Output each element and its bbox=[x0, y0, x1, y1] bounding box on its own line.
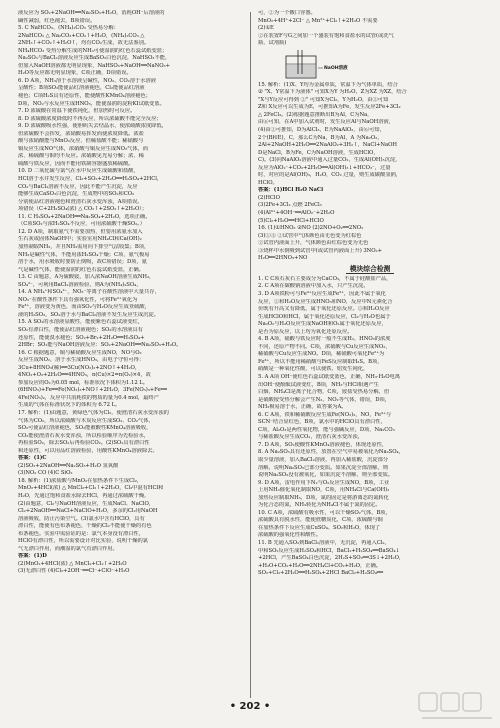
text-line: 生石灰或固体NaOH中；实验室用NH₄Cl和Ca(OH)₂ bbox=[18, 236, 142, 243]
text-line: 在加热条件下反应生成CuSO₄、SO₂和H₂O，体现了 bbox=[258, 524, 381, 531]
text-line: MnO₂+4H⁺+2Cl⁻ △ Mn²⁺+Cl₂↑+2H₂O 不需要 bbox=[258, 17, 378, 24]
text-line: (6HNO₃)+Fe══Fe(NO₃)₃+NO↑+2H₂O，3Fe(NO₃)₃+Fe══ bbox=[18, 387, 167, 394]
text-line: 10. D 二氧化硫与氯气在水中反应生成硫酸和盐酸， bbox=[18, 168, 139, 175]
text-line: HClO。 bbox=[258, 179, 278, 186]
text-line: 还原性，能使溴水褪色；SO₂+Br₂+2H₂O══H₂SO₄+ bbox=[18, 334, 145, 341]
text-line: 硝酸是一种氧化性酸，可以使铁、铝发生钝化， bbox=[258, 366, 369, 373]
text-line: NH₃极易溶于水，正确，故答案为A。 bbox=[258, 404, 347, 411]
text-line: 14. A NH₄⁺和SO₄²⁻，NO₃⁻等离子在酸性溶液中大量共存， bbox=[18, 289, 160, 296]
text-line: 答案：(1)C bbox=[18, 455, 47, 462]
text-line: "X与Y反应可得到 ②" 可知X为Cl₂，Y为H₂O，由⑤可知 bbox=[258, 96, 389, 103]
text-line: HClO有漂白性，所以需要设计对比实验，说明干燥的氯 bbox=[18, 538, 148, 545]
column-divider bbox=[250, 12, 251, 698]
text-line: 中和SO₂反应生成H₂SO₄和HCl，BaCl₂+H₂SO₄══BaSO₄↓ bbox=[258, 547, 400, 554]
text-line: 能够生成CaSO₃白色沉淀，生成物中的SO₂和CO₂ bbox=[18, 191, 135, 198]
text-line: 液的H₂SO₃，SO₂溶于水与BaCl₂溶液不发生反应生成沉淀。 bbox=[18, 311, 159, 318]
text-line: 加热制取NH₃，并且NH₃需用向下排空气法收集；B项， bbox=[18, 243, 150, 250]
text-line: 18. 解析：(1)浓盐酸与MnO₂在加热条件下生成Cl₂， bbox=[18, 477, 143, 484]
text-line: 白烟，NH₄Cl是离子化合物，C项，铵盐受热易分解，但 bbox=[258, 389, 390, 396]
text-line: C项，Al₂O₃是两性氧化物，能与强碱反应，D项，Na₂CO₃ bbox=[258, 426, 395, 433]
right-column bbox=[258, 10, 482, 700]
text-line: SCN⁻结合显红色，B项，氯水中的HClO具有漂白性， bbox=[258, 419, 386, 426]
text-line: 说明Na₂SO₃没有被氧化，如果沉淀不溶解，则全部变质。 bbox=[258, 472, 394, 479]
text-line: CO₂能使澄清石灰水变浑浊，所以检验顺序为先检验水， bbox=[18, 432, 150, 439]
text-line: 16. C 根据题意，铜与稀硝酸反应生成NO，NO与O₂ bbox=[18, 349, 142, 356]
text-line: 和还原性，可以用品红溶液检验，用酸性KMnO₄溶液除去。 bbox=[18, 447, 158, 454]
text-line: MnO₂+4HCl(浓) △ MnCl₂+Cl₂↑+2H₂O，Cl₂中混有HCl和 bbox=[18, 485, 164, 492]
text-line: 11. C H₂SO₄+2NaOH══Na₂SO₄+2H₂O，选项正确。 bbox=[18, 213, 151, 220]
gas-absorption-apparatus-diagram bbox=[284, 50, 482, 80]
text-line: 9. D 浓硫酸吸水性强，使胆矾失去结晶水，使浓硫酸浓度降低， bbox=[18, 123, 167, 130]
text-line: ②在装置F与G之间加一个盛装有饱和食盐水的试管(或洗气 bbox=[258, 32, 394, 39]
text-line: CO₂与BaCl₂溶液不反应，因此不能产生沉淀，反应 bbox=[18, 183, 138, 190]
text-line: 4NO₂+O₂+2H₂O══4HNO₃，n(Cu)×2=n(O₂)×4，故 bbox=[18, 372, 151, 379]
text-line: Z和 X反应可以生成为E，可推知A为Fe，发生反应2Fe+3Cl₂ bbox=[258, 104, 401, 111]
text-line: 气无漂白作用，而潮湿的氯气有漂白作用。 bbox=[18, 545, 118, 552]
text-line: 铜反应生成NO气体，浓硝酸与铜反应生成NO₂气体，而 bbox=[18, 145, 149, 152]
text-line: 时，对应的是Al(OH)₃，H₂O，CO₂ 过量，则生成碳酸氢钠， bbox=[258, 172, 402, 179]
text-line: D是NaCl，B为Fe，C为NaOH溶液，生成HClO， bbox=[258, 149, 379, 156]
text-line: 6. D A项，NH₃溶于水溶液呈碱性，NO₂、CO₂溶于水溶液 bbox=[18, 77, 156, 84]
right-column-bottom-text bbox=[258, 276, 482, 578]
text-line: (2)①E bbox=[258, 25, 274, 32]
text-line: ② "X、Y常温下为液体" 可知X为Y 为H₂O，Z为XZ 为XZ，结合 bbox=[258, 89, 407, 96]
text-line: (4)由②可推知，D为AlCl₃，E为NaAlO₂，由⑥可知， bbox=[258, 127, 385, 134]
apparatus-label: NaOH溶液 bbox=[324, 65, 348, 71]
text-line: 3. D A项铁粉可与Fe³⁺反应生成Fe²⁺，因此不属于氧化 bbox=[258, 290, 386, 297]
text-line: 2NH₃↑+CO₂↑+H₂O↑，均有CO₂生成，故无法鉴别。 bbox=[18, 40, 150, 47]
text-line: H₂O，先通过饱和食盐水除去HCl，再通过浓硫酸干燥， bbox=[18, 493, 150, 499]
text-line: 15. A SO₂的水溶液显酸性，能使紫色石蕊试液变红， bbox=[18, 319, 143, 326]
text-line: 项错误（C+2H₂SO₄(浓) △ CO₂↑+2SO₂↑+2H₂O）； bbox=[18, 206, 148, 213]
text-line: 浓、稀硫酸与铜均不反应。浓硝酸见光易分解；浓、稀 bbox=[18, 153, 144, 160]
text-line: (4)Al³⁺+4OH⁻══AlO₂⁻+2H₂O bbox=[258, 210, 335, 217]
watermark-logo-icon bbox=[418, 690, 496, 724]
text-line: （C项SO₂与浓H₂SO₄不反应，可用浓硫酸干燥SO₂。） bbox=[18, 221, 146, 228]
text-line: 褪色；C项H₂S具有还原性，能使酸性KMnO₄溶液褪色； bbox=[18, 93, 151, 100]
text-line: 浓硫酸的强氧化性和酸性。 bbox=[258, 532, 321, 539]
text-line: 8. D 浓硫酸浓度降低时不再反应，所以浓硫酸不能完全反应； bbox=[18, 115, 162, 122]
text-line: 生成HClO和HCl，属于氧化还原反应，Cl₂与H₂O也属于 bbox=[258, 313, 391, 320]
text-line: 6. C A项，铁和稀硝酸反应生成Fe(NO₃)₃，NO，Fe³⁺与 bbox=[258, 411, 392, 418]
right-column-top-text bbox=[258, 10, 482, 48]
text-line: 是硝酸铵受热分解会产生N₂、NO₂等气体，错误，D项， bbox=[258, 396, 390, 403]
section-title-text: 模块综合检测 bbox=[346, 265, 394, 274]
text-line: 出OH⁻使酚酞试液变红，B项，NH₃与HCl相遇产生 bbox=[258, 381, 379, 388]
text-line: 但加入NaOH溶液都无明显现象，NaHSO₃+NaOH══NaNO₃+ bbox=[18, 62, 170, 69]
text-line: 碱性减弱，红色褪去，B项错误。 bbox=[18, 17, 96, 24]
text-line: 5. A A项 OH⁻使红色石蕊试纸变蓝色，正确，NH₃·H₂O电离 bbox=[258, 373, 401, 380]
text-line: △ 2FeCl₃。(2)根据题意推断出B为Al，C为Na， bbox=[258, 111, 373, 118]
page-number: • 202 • bbox=[229, 701, 271, 712]
text-line: 分别使品红溶液褪色和澄清石灰水变浑浊，A项错误。 bbox=[18, 198, 143, 205]
text-line: 是否为原反应，以上均为氧化还原反应。 bbox=[258, 328, 353, 335]
text-line: 液反应为 SO₂+2NaOH══Na₂SO₃+H₂O，消耗OH⁻后溶液的 bbox=[18, 10, 165, 16]
text-line: 稀硝酸与Cu反应生成NO。D项，稀硝酸可氧化Fe²⁺为 bbox=[258, 351, 385, 358]
text-line: +2HCl，产生BaSO₄白色沉淀，2H₂S+SO₂══3S↓+2H₂O， bbox=[258, 555, 405, 562]
text-line: (2)由题意，Cl₂与NaOH溶液反应，生成NaCl、NaClO， bbox=[18, 500, 155, 507]
text-line: Fe³⁺，溶液变为黄色，而由SO₂与H₂O反应生成亚硫酸， bbox=[18, 304, 150, 311]
text-line: ③烧杯中水倒吸到试管中(或试管内液面上升) 3NO₂+ bbox=[258, 247, 383, 254]
text-line: 2个(B和E)，C，那么C为Na，B为Al，A 为Na₂O₂， bbox=[258, 134, 383, 141]
text-line: (2)MnO₂+4HCl(浓) △ MnCl₂+Cl₂↑+2H₂O bbox=[18, 560, 127, 567]
right-column-middle-text bbox=[258, 82, 482, 263]
text-line: 10. C A项，浓硫酸有吸水性，可以干燥SO₂气体，B项， bbox=[258, 509, 391, 516]
text-line: 参加反应的O₂为0.05 mol，标准状况下体积为1.12 L。 bbox=[18, 379, 148, 386]
text-line: 4Fe(NO₃)₂，反应中共消耗铁的物质的量为0.4 mol，最终产 bbox=[18, 394, 159, 401]
text-line: 由⑥可知，在A中加入试剂时，发生反应Al与NaOH溶液， bbox=[258, 119, 394, 126]
text-line: HCl溶于水并发生反应，Cl₂+SO₂+2H₂O══H₂SO₄+2HCl， bbox=[18, 176, 163, 183]
text-line: 价既有升高又有降低，属于氧化还原反应。⑤和H₂O反应 bbox=[258, 306, 390, 313]
text-line: (5)Cl₂+H₂O══HCl+HClO bbox=[258, 217, 324, 224]
text-line: (3)NO₂ CO (4)C SiO₂ bbox=[18, 470, 73, 477]
text-line: 浓硫酸具有脱水性，能使蔗糖炭化，C项，浓硫酸与铜 bbox=[258, 517, 383, 524]
text-line: 硫酸与铁反应，因而不能用铁制容器盛放稀硫酸。 bbox=[18, 160, 134, 167]
text-line: 11. B 先通入SO₂到BaCl₂溶液中，无沉淀，再通入Cl₂， bbox=[258, 540, 390, 546]
text-line: 酸与浓硝酸能与MnO₂反应，但稀盐酸不能；稀硝酸与 bbox=[18, 138, 144, 145]
text-line: 加热反应制取NH₃，D项，氮的固定是将游离态的氮转化 bbox=[258, 494, 389, 501]
text-line: 再检验SO₂，除去SO₂后再检验CO₂。(2)SO₂具有漂白性 bbox=[18, 440, 150, 447]
text-line: 反应生成NO₂，溶于水生成HNO₃，由电子守恒可得： bbox=[18, 357, 145, 364]
text-line: 漂白性，能使有色布条褪色，干燥的Cl₂不能使干燥的有色 bbox=[18, 523, 152, 530]
text-line: 反应，②和H₂O反应生成HNO₃和NO，反应中N元素化合 bbox=[258, 298, 393, 305]
text-line: 但浓硫酸不会挥发，浓硝酸易挥发而使浓度降低。浓盐 bbox=[18, 130, 144, 137]
text-line: 16. (1)①HNO₃ ②NO (2)2NO+O₂══2NO₂ bbox=[258, 225, 364, 232]
text-line: 7. D A项，SO₂使酸性KMnO₄溶液褪色，体现还原性， bbox=[258, 441, 388, 448]
text-line: 气是碱性气体，能使湿润的红色石蕊试纸变蓝，正确。 bbox=[18, 266, 144, 273]
text-line: 布条褪色。实验中需验证的是：氯气本身没有漂白性， bbox=[18, 530, 144, 537]
text-line: 与稀盐酸反应生成CO₂，澄清石灰水变浑浊， bbox=[258, 434, 363, 441]
text-line: 3Cu+8HNO₃(稀)══3Cu(NO₃)₂+2NO↑+4H₂O， bbox=[18, 364, 141, 371]
text-line: 生成的气体在标准状况下的体积为 6.72 L。 bbox=[18, 402, 121, 409]
text-line: 溶液吸收，防止污染空气。(3)氯水中含有HClO，具有 bbox=[18, 515, 145, 522]
text-line: 溶于水，用水吸收时要防止倒吸，故C项错误；D项，氨 bbox=[18, 259, 147, 266]
text-line: 9. D A项，雷电作用下N₂与O₂反应生成NO，B项，工业 bbox=[258, 479, 390, 486]
text-line: Na₂SO₃与BaCl₂溶液反应生成BaSO₃白色沉淀，NaHSO₃不能， bbox=[18, 55, 171, 62]
text-line: 13. C 由题意，A为硫酸铵，加入浓NaOH溶液生成NH₃， bbox=[18, 274, 155, 281]
text-line: (2)HClO bbox=[258, 194, 280, 201]
text-line: 呈酸性；B项SO₂能使品红溶液褪色，Cl₂能使品红溶液 bbox=[18, 85, 145, 92]
text-line: Fe³⁺，所以不能用稀硝酸与FeS反应制取H₂S。B项， bbox=[258, 358, 383, 365]
text-line: H₂O══2HNO₃+NO bbox=[258, 255, 308, 262]
text-line: +H₂O+CO₂+H₂O══2NH₄Cl+CO₂+H₂O，正确。 bbox=[258, 562, 381, 569]
text-line: SO₄²⁻，可利用BaCl₂溶液检验，则A为(NH₄)₂SO₄， bbox=[18, 281, 142, 288]
text-line: 12. D A项，制取氨气不需要加热，但要用浓氨水加入 bbox=[18, 228, 143, 235]
text-line: Cl₂+2NaOH══NaCl+NaClO+H₂O，多余的Cl₂用NaOH bbox=[18, 508, 158, 515]
text-line: NH₃是碱性气体，不能用浓H₂SO₄干燥；C项，氨气极易 bbox=[18, 251, 150, 258]
left-column bbox=[18, 10, 242, 700]
text-line: 2HBr；SO₂能与NaOH溶液反应：SO₂+2NaOH══Na₂SO₃+H₂O。 bbox=[18, 342, 182, 349]
text-line: 可，②为一个敞口容器。 bbox=[258, 10, 316, 16]
section-title bbox=[258, 264, 482, 275]
text-line: 气体为CO₂，所以浓硫酸与木炭反应生成SO₂、CO₂气体， bbox=[18, 417, 154, 424]
text-line: 2. C A项在碳酸钠溶液中加入水，只产生沉淀。 bbox=[258, 283, 369, 290]
text-line: D项，NO₂与水反应生成HNO₃，能使湿润的淀粉KI试纸变蓝。 bbox=[18, 100, 165, 107]
text-line: (3)无漂白性 (4)Cl₂+2OH⁻══Cl⁻+ClO⁻+H₂O bbox=[18, 568, 130, 575]
text-line: SO₂+Cl₂+2H₂O══H₂SO₄+2HCl BaCl₂+H₂SO₄══ bbox=[258, 570, 384, 577]
text-line: H₂O等反应都无明显现象，C项正确，D项错误。 bbox=[18, 70, 132, 77]
text-line: 7. D 浓硫酸在常温下使铁钝化，但加热时可反应。 bbox=[18, 108, 136, 115]
text-line: 答案：(1)HCl H₂O NaCl bbox=[258, 187, 324, 194]
text-line: 1. C C项石灰石主要成分为CaCO₃，不属于硅酸盐产品， bbox=[258, 275, 392, 282]
text-line: 瓶、试剂瓶) bbox=[258, 40, 287, 47]
text-line: NO₃⁻在酸性条件下具有强氧化性，可将Fe²⁺氧化为 bbox=[18, 296, 138, 303]
text-line: SO₂可使品红溶液褪色，SO₂能被酸性KMnO₄溶液吸收， bbox=[18, 425, 152, 432]
text-line: 2NaHCO₃ △ Na₂CO₃+CO₂↑+H₂O，(NH₄)₂CO₃ △ bbox=[18, 32, 145, 39]
text-line: SO₂有漂白性，能使品红溶液褪色；SO₂的水溶液具有 bbox=[18, 326, 143, 333]
text-line: (3)2Fe+3Cl₂ 点燃 2FeCl₃ bbox=[258, 202, 322, 209]
text-line: 15. 解析：(1)X、Y均为金属单质，常温下为气体单质，结合 bbox=[258, 81, 398, 88]
text-line: 取少量溶液，加入BaCl₂溶液，再加入稀盐酸，沉淀部分 bbox=[258, 456, 389, 463]
text-line: NH₄HCO₃ 受热分解生成的NH₃可使湿润的红色石蕊试纸变蓝； bbox=[18, 47, 168, 54]
text-line: 2Al+2NaOH+2H₂O══2NaAlO₂+3H₂↑，NaCl+NaOH bbox=[258, 142, 397, 149]
text-line: C)。(3)向NaAlO₂溶液中通入过量CO₂，生成Al(OH)₃沉淀， bbox=[258, 157, 401, 164]
text-line: 反应为AlO₂⁻+CO₂+2H₂O══Al(OH)₃↓+HCO₃⁻，过量 bbox=[258, 164, 391, 171]
text-line: 为化合态的氮，NH₃转化为NH₄Cl不属于氮的固定。 bbox=[258, 502, 381, 509]
text-line: 答案：(1)D bbox=[18, 553, 47, 560]
text-line: 上用NH₃催化氧化制取NO，C项，用NH₄Cl与Ca(OH)₂ bbox=[258, 487, 390, 494]
text-line: 8. A Na₂SO₃具有还原性，放置在空气中易被氧化为Na₂SO₄， bbox=[258, 449, 404, 456]
text-line: 17. 解析：(1)由题意，黄绿色气体为Cl₂，使澄清石灰水变浑浊的 bbox=[18, 409, 169, 416]
text-line: 溶解，说明Na₂SO₃已部分变质。如果沉淀全部溶解，则 bbox=[258, 464, 388, 471]
text-line: 4. B A项，硝酸与铁反应时一般不生成H₂，HNO₃的浓度 bbox=[258, 336, 391, 343]
text-line: 不同，还原产物不同。C项，浓硝酸与Cu反应生成NO₂， bbox=[258, 343, 391, 350]
text-line: (3)①③ ②试管中气体颜色由无色变为红棕色 bbox=[258, 232, 362, 239]
answer-page bbox=[18, 10, 484, 700]
text-line: (2)SO₂+2NaOH══Na₂SO₃+H₂O 氢氧酸 bbox=[18, 462, 119, 469]
text-line: Na₂O₂与H₂O反应生成NaOH和O₂属于氧化还原反应， bbox=[258, 321, 387, 328]
text-line: 5. C NaHCO₃、(NH₄)₂CO₃ 受热易分解： bbox=[18, 25, 119, 32]
text-line: ②试管内液面上升，气体颜色由红棕色变为无色 bbox=[258, 240, 369, 247]
